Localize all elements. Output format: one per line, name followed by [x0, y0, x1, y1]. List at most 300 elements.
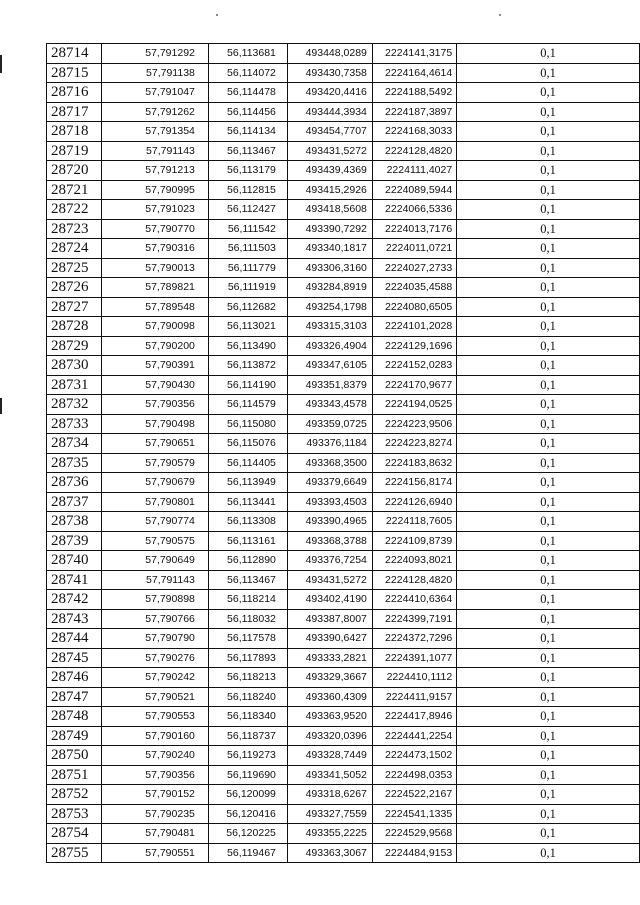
x-coordinate-cell: 493284,8919: [287, 278, 372, 298]
value-cell: 0,1: [457, 453, 640, 473]
point-number-cell: 28735: [47, 453, 102, 473]
y-coordinate-cell: 2224129,1696: [372, 336, 456, 356]
value-cell: 0,1: [457, 668, 640, 688]
longitude-cell: 56,113467: [208, 141, 287, 161]
value-cell: 0,1: [457, 161, 640, 181]
x-coordinate-cell: 493368,3500: [287, 453, 372, 473]
y-coordinate-cell: 2224111,4027: [372, 161, 456, 181]
longitude-cell: 56,118213: [208, 668, 287, 688]
y-coordinate-cell: 2224128,4820: [372, 570, 456, 590]
x-coordinate-cell: 493376,7254: [287, 551, 372, 571]
longitude-cell: 56,117578: [208, 629, 287, 649]
y-coordinate-cell: 2224183,8632: [372, 453, 456, 473]
x-coordinate-cell: 493341,5052: [287, 765, 372, 785]
point-number-cell: 28722: [47, 200, 102, 220]
table-row: [47, 63, 640, 83]
x-coordinate-cell: 493431,5272: [287, 570, 372, 590]
value-cell: 0,1: [457, 356, 640, 376]
point-number-cell: 28728: [47, 317, 102, 337]
table-row: [47, 746, 640, 766]
latitude-cell: 57,790356: [102, 395, 209, 415]
y-coordinate-cell: 2224164,4614: [372, 63, 456, 83]
longitude-cell: 56,120099: [208, 785, 287, 805]
value-cell: 0,1: [457, 434, 640, 454]
point-number-cell: 28718: [47, 122, 102, 142]
table-row: [47, 765, 640, 785]
latitude-cell: 57,790152: [102, 785, 209, 805]
value-cell: 0,1: [457, 317, 640, 337]
table-row: [47, 570, 640, 590]
longitude-cell: 56,113161: [208, 531, 287, 551]
point-number-cell: 28733: [47, 414, 102, 434]
point-number-cell: 28715: [47, 63, 102, 83]
y-coordinate-cell: 2224066,5336: [372, 200, 456, 220]
longitude-cell: 56,114134: [208, 122, 287, 142]
table-row: [47, 473, 640, 493]
value-cell: 0,1: [457, 824, 640, 844]
point-number-cell: 28745: [47, 648, 102, 668]
x-coordinate-cell: 493420,4416: [287, 83, 372, 103]
scan-edge-mark: [0, 55, 2, 73]
x-coordinate-cell: 493448,0289: [287, 44, 372, 64]
point-number-cell: 28725: [47, 258, 102, 278]
x-coordinate-cell: 493390,4965: [287, 512, 372, 532]
x-coordinate-cell: 493363,3067: [287, 843, 372, 863]
latitude-cell: 57,790235: [102, 804, 209, 824]
point-number-cell: 28741: [47, 570, 102, 590]
y-coordinate-cell: 2224417,8946: [372, 707, 456, 727]
longitude-cell: 56,114405: [208, 453, 287, 473]
x-coordinate-cell: 493355,2225: [287, 824, 372, 844]
latitude-cell: 57,791262: [102, 102, 209, 122]
value-cell: 0,1: [457, 746, 640, 766]
x-coordinate-cell: 493402,4190: [287, 590, 372, 610]
latitude-cell: 57,790013: [102, 258, 209, 278]
longitude-cell: 56,112815: [208, 180, 287, 200]
table-row: [47, 434, 640, 454]
value-cell: 0,1: [457, 102, 640, 122]
table-row: [47, 726, 640, 746]
y-coordinate-cell: 2224411,9157: [372, 687, 456, 707]
longitude-cell: 56,113179: [208, 161, 287, 181]
value-cell: 0,1: [457, 804, 640, 824]
latitude-cell: 57,790649: [102, 551, 209, 571]
table-row: [47, 141, 640, 161]
value-cell: 0,1: [457, 297, 640, 317]
value-cell: 0,1: [457, 122, 640, 142]
value-cell: 0,1: [457, 219, 640, 239]
coordinates-table-body: [47, 44, 640, 863]
x-coordinate-cell: 493430,7358: [287, 63, 372, 83]
value-cell: 0,1: [457, 570, 640, 590]
latitude-cell: 57,791213: [102, 161, 209, 181]
point-number-cell: 28750: [47, 746, 102, 766]
table-row: [47, 668, 640, 688]
y-coordinate-cell: 2224223,9506: [372, 414, 456, 434]
table-row: [47, 83, 640, 103]
y-coordinate-cell: 2224441,2254: [372, 726, 456, 746]
y-coordinate-cell: 2224013,7176: [372, 219, 456, 239]
longitude-cell: 56,112682: [208, 297, 287, 317]
point-number-cell: 28719: [47, 141, 102, 161]
point-number-cell: 28730: [47, 356, 102, 376]
y-coordinate-cell: 2224522,2167: [372, 785, 456, 805]
table-row: [47, 219, 640, 239]
latitude-cell: 57,790200: [102, 336, 209, 356]
y-coordinate-cell: 2224141,3175: [372, 44, 456, 64]
table-row: [47, 102, 640, 122]
value-cell: 0,1: [457, 141, 640, 161]
latitude-cell: 57,791047: [102, 83, 209, 103]
latitude-cell: 57,790774: [102, 512, 209, 532]
point-number-cell: 28714: [47, 44, 102, 64]
point-number-cell: 28739: [47, 531, 102, 551]
longitude-cell: 56,113872: [208, 356, 287, 376]
value-cell: 0,1: [457, 843, 640, 863]
y-coordinate-cell: 2224498,0353: [372, 765, 456, 785]
latitude-cell: 57,790391: [102, 356, 209, 376]
x-coordinate-cell: 493454,7707: [287, 122, 372, 142]
latitude-cell: 57,790356: [102, 765, 209, 785]
latitude-cell: 57,790766: [102, 609, 209, 629]
table-row: [47, 395, 640, 415]
table-row: [47, 414, 640, 434]
y-coordinate-cell: 2224188,5492: [372, 83, 456, 103]
longitude-cell: 56,114190: [208, 375, 287, 395]
value-cell: 0,1: [457, 726, 640, 746]
y-coordinate-cell: 2224093,8021: [372, 551, 456, 571]
y-coordinate-cell: 2224484,9153: [372, 843, 456, 863]
latitude-cell: 57,790995: [102, 180, 209, 200]
point-number-cell: 28753: [47, 804, 102, 824]
latitude-cell: 57,791292: [102, 44, 209, 64]
y-coordinate-cell: 2224011,0721: [372, 239, 456, 259]
x-coordinate-cell: 493351,8379: [287, 375, 372, 395]
latitude-cell: 57,791354: [102, 122, 209, 142]
longitude-cell: 56,111503: [208, 239, 287, 259]
y-coordinate-cell: 2224156,8174: [372, 473, 456, 493]
point-number-cell: 28740: [47, 551, 102, 571]
value-cell: 0,1: [457, 414, 640, 434]
point-number-cell: 28743: [47, 609, 102, 629]
latitude-cell: 57,791143: [102, 570, 209, 590]
value-cell: 0,1: [457, 687, 640, 707]
table-row: [47, 278, 640, 298]
y-coordinate-cell: 2224187,3897: [372, 102, 456, 122]
value-cell: 0,1: [457, 239, 640, 259]
x-coordinate-cell: 493363,9520: [287, 707, 372, 727]
x-coordinate-cell: 493444,3934: [287, 102, 372, 122]
x-coordinate-cell: 493431,5272: [287, 141, 372, 161]
value-cell: 0,1: [457, 609, 640, 629]
x-coordinate-cell: 493328,7449: [287, 746, 372, 766]
x-coordinate-cell: 493329,3667: [287, 668, 372, 688]
longitude-cell: 56,117893: [208, 648, 287, 668]
point-number-cell: 28746: [47, 668, 102, 688]
longitude-cell: 56,115080: [208, 414, 287, 434]
point-number-cell: 28738: [47, 512, 102, 532]
longitude-cell: 56,114456: [208, 102, 287, 122]
point-number-cell: 28731: [47, 375, 102, 395]
longitude-cell: 56,113467: [208, 570, 287, 590]
latitude-cell: 57,790316: [102, 239, 209, 259]
table-row: [47, 297, 640, 317]
table-row: [47, 629, 640, 649]
y-coordinate-cell: 2224529,9568: [372, 824, 456, 844]
table-row: [47, 44, 640, 64]
value-cell: 0,1: [457, 551, 640, 571]
longitude-cell: 56,120225: [208, 824, 287, 844]
longitude-cell: 56,113308: [208, 512, 287, 532]
y-coordinate-cell: 2224194,0525: [372, 395, 456, 415]
latitude-cell: 57,790770: [102, 219, 209, 239]
value-cell: 0,1: [457, 473, 640, 493]
value-cell: 0,1: [457, 258, 640, 278]
latitude-cell: 57,790575: [102, 531, 209, 551]
point-number-cell: 28726: [47, 278, 102, 298]
longitude-cell: 56,113021: [208, 317, 287, 337]
y-coordinate-cell: 2224372,7296: [372, 629, 456, 649]
y-coordinate-cell: 2224101,2028: [372, 317, 456, 337]
y-coordinate-cell: 2224410,6364: [372, 590, 456, 610]
longitude-cell: 56,111542: [208, 219, 287, 239]
latitude-cell: 57,791023: [102, 200, 209, 220]
table-row: [47, 687, 640, 707]
y-coordinate-cell: 2224080,6505: [372, 297, 456, 317]
x-coordinate-cell: 493343,4578: [287, 395, 372, 415]
x-coordinate-cell: 493347,6105: [287, 356, 372, 376]
longitude-cell: 56,113681: [208, 44, 287, 64]
value-cell: 0,1: [457, 200, 640, 220]
table-row: [47, 531, 640, 551]
y-coordinate-cell: 2224089,5944: [372, 180, 456, 200]
table-row: [47, 180, 640, 200]
y-coordinate-cell: 2224399,7191: [372, 609, 456, 629]
table-row: [47, 200, 640, 220]
latitude-cell: 57,790498: [102, 414, 209, 434]
table-row: [47, 317, 640, 337]
point-number-cell: 28732: [47, 395, 102, 415]
coordinates-table-container: [46, 43, 640, 863]
value-cell: 0,1: [457, 336, 640, 356]
value-cell: 0,1: [457, 278, 640, 298]
point-number-cell: 28720: [47, 161, 102, 181]
point-number-cell: 28734: [47, 434, 102, 454]
latitude-cell: 57,789548: [102, 297, 209, 317]
longitude-cell: 56,118737: [208, 726, 287, 746]
latitude-cell: 57,790898: [102, 590, 209, 610]
table-row: [47, 590, 640, 610]
latitude-cell: 57,790160: [102, 726, 209, 746]
value-cell: 0,1: [457, 375, 640, 395]
longitude-cell: 56,112890: [208, 551, 287, 571]
point-number-cell: 28729: [47, 336, 102, 356]
latitude-cell: 57,790521: [102, 687, 209, 707]
longitude-cell: 56,114478: [208, 83, 287, 103]
point-number-cell: 28721: [47, 180, 102, 200]
longitude-cell: 56,113949: [208, 473, 287, 493]
longitude-cell: 56,118214: [208, 590, 287, 610]
value-cell: 0,1: [457, 648, 640, 668]
x-coordinate-cell: 493368,3788: [287, 531, 372, 551]
table-row: [47, 239, 640, 259]
y-coordinate-cell: 2224391,1077: [372, 648, 456, 668]
value-cell: 0,1: [457, 707, 640, 727]
table-row: [47, 258, 640, 278]
latitude-cell: 57,790801: [102, 492, 209, 512]
x-coordinate-cell: 493387,8007: [287, 609, 372, 629]
longitude-cell: 56,118240: [208, 687, 287, 707]
x-coordinate-cell: 493393,4503: [287, 492, 372, 512]
longitude-cell: 56,111779: [208, 258, 287, 278]
x-coordinate-cell: 493390,6427: [287, 629, 372, 649]
x-coordinate-cell: 493376,1184: [287, 434, 372, 454]
table-row: [47, 161, 640, 181]
value-cell: 0,1: [457, 180, 640, 200]
latitude-cell: 57,790790: [102, 629, 209, 649]
latitude-cell: 57,790481: [102, 824, 209, 844]
x-coordinate-cell: 493415,2926: [287, 180, 372, 200]
latitude-cell: 57,790242: [102, 668, 209, 688]
value-cell: 0,1: [457, 531, 640, 551]
latitude-cell: 57,790551: [102, 843, 209, 863]
x-coordinate-cell: 493359,0725: [287, 414, 372, 434]
point-number-cell: 28724: [47, 239, 102, 259]
table-row: [47, 122, 640, 142]
x-coordinate-cell: 493418,5608: [287, 200, 372, 220]
x-coordinate-cell: 493254,1798: [287, 297, 372, 317]
value-cell: 0,1: [457, 785, 640, 805]
table-row: [47, 512, 640, 532]
point-number-cell: 28755: [47, 843, 102, 863]
point-number-cell: 28744: [47, 629, 102, 649]
table-row: [47, 492, 640, 512]
point-number-cell: 28717: [47, 102, 102, 122]
latitude-cell: 57,790098: [102, 317, 209, 337]
longitude-cell: 56,113490: [208, 336, 287, 356]
longitude-cell: 56,120416: [208, 804, 287, 824]
latitude-cell: 57,790430: [102, 375, 209, 395]
longitude-cell: 56,118032: [208, 609, 287, 629]
value-cell: 0,1: [457, 629, 640, 649]
value-cell: 0,1: [457, 44, 640, 64]
y-coordinate-cell: 2224109,8739: [372, 531, 456, 551]
value-cell: 0,1: [457, 395, 640, 415]
point-number-cell: 28736: [47, 473, 102, 493]
table-row: [47, 804, 640, 824]
y-coordinate-cell: 2224128,4820: [372, 141, 456, 161]
value-cell: 0,1: [457, 512, 640, 532]
latitude-cell: 57,791143: [102, 141, 209, 161]
x-coordinate-cell: 493390,7292: [287, 219, 372, 239]
value-cell: 0,1: [457, 83, 640, 103]
value-cell: 0,1: [457, 590, 640, 610]
point-number-cell: 28754: [47, 824, 102, 844]
latitude-cell: 57,790553: [102, 707, 209, 727]
point-number-cell: 28749: [47, 726, 102, 746]
x-coordinate-cell: 493327,7559: [287, 804, 372, 824]
point-number-cell: 28748: [47, 707, 102, 727]
point-number-cell: 28751: [47, 765, 102, 785]
point-number-cell: 28742: [47, 590, 102, 610]
longitude-cell: 56,111919: [208, 278, 287, 298]
x-coordinate-cell: 493340,1817: [287, 239, 372, 259]
table-row: [47, 824, 640, 844]
y-coordinate-cell: 2224152,0283: [372, 356, 456, 376]
longitude-cell: 56,119467: [208, 843, 287, 863]
y-coordinate-cell: 2224410,1112: [372, 668, 456, 688]
table-row: [47, 843, 640, 863]
point-number-cell: 28747: [47, 687, 102, 707]
table-row: [47, 356, 640, 376]
longitude-cell: 56,119690: [208, 765, 287, 785]
x-coordinate-cell: 493360,4309: [287, 687, 372, 707]
longitude-cell: 56,118340: [208, 707, 287, 727]
y-coordinate-cell: 2224035,4588: [372, 278, 456, 298]
x-coordinate-cell: 493306,3160: [287, 258, 372, 278]
y-coordinate-cell: 2224027,2733: [372, 258, 456, 278]
y-coordinate-cell: 2224118,7605: [372, 512, 456, 532]
x-coordinate-cell: 493320,0396: [287, 726, 372, 746]
scan-speck: [499, 14, 501, 16]
x-coordinate-cell: 493333,2821: [287, 648, 372, 668]
x-coordinate-cell: 493439,4369: [287, 161, 372, 181]
latitude-cell: 57,790679: [102, 473, 209, 493]
table-row: [47, 707, 640, 727]
longitude-cell: 56,114579: [208, 395, 287, 415]
latitude-cell: 57,790651: [102, 434, 209, 454]
table-row: [47, 336, 640, 356]
value-cell: 0,1: [457, 492, 640, 512]
y-coordinate-cell: 2224170,9677: [372, 375, 456, 395]
latitude-cell: 57,789821: [102, 278, 209, 298]
scan-edge-mark: [0, 398, 2, 414]
longitude-cell: 56,112427: [208, 200, 287, 220]
x-coordinate-cell: 493379,6649: [287, 473, 372, 493]
longitude-cell: 56,119273: [208, 746, 287, 766]
longitude-cell: 56,113441: [208, 492, 287, 512]
table-row: [47, 609, 640, 629]
x-coordinate-cell: 493315,3103: [287, 317, 372, 337]
table-row: [47, 785, 640, 805]
point-number-cell: 28723: [47, 219, 102, 239]
latitude-cell: 57,790579: [102, 453, 209, 473]
point-number-cell: 28727: [47, 297, 102, 317]
value-cell: 0,1: [457, 765, 640, 785]
coordinates-table: [46, 43, 640, 863]
y-coordinate-cell: 2224223,8274: [372, 434, 456, 454]
table-row: [47, 648, 640, 668]
x-coordinate-cell: 493318,6267: [287, 785, 372, 805]
table-row: [47, 551, 640, 571]
y-coordinate-cell: 2224541,1335: [372, 804, 456, 824]
latitude-cell: 57,790276: [102, 648, 209, 668]
y-coordinate-cell: 2224168,3033: [372, 122, 456, 142]
table-row: [47, 453, 640, 473]
table-row: [47, 375, 640, 395]
longitude-cell: 56,114072: [208, 63, 287, 83]
scan-speck: [216, 14, 218, 16]
point-number-cell: 28752: [47, 785, 102, 805]
longitude-cell: 56,115076: [208, 434, 287, 454]
x-coordinate-cell: 493326,4904: [287, 336, 372, 356]
latitude-cell: 57,790240: [102, 746, 209, 766]
latitude-cell: 57,791138: [102, 63, 209, 83]
value-cell: 0,1: [457, 63, 640, 83]
point-number-cell: 28716: [47, 83, 102, 103]
y-coordinate-cell: 2224473,1502: [372, 746, 456, 766]
y-coordinate-cell: 2224126,6940: [372, 492, 456, 512]
